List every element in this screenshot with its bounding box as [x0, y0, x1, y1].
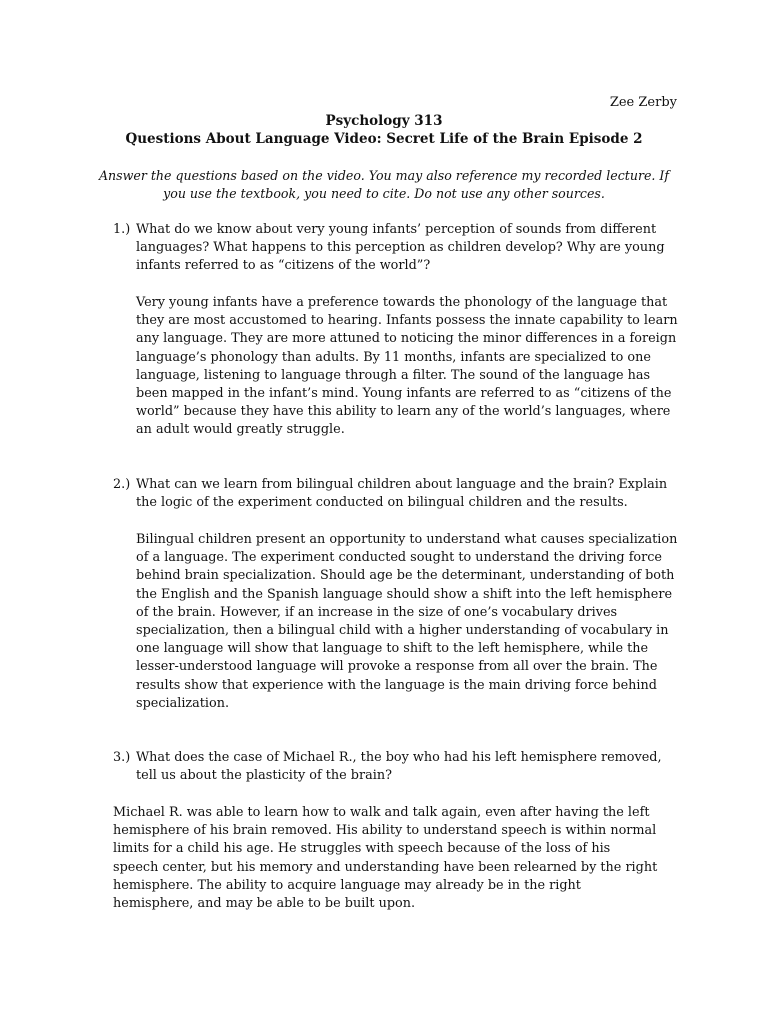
question-2-number: 2.) — [113, 477, 131, 492]
instructions-text: Answer the questions based on the video. You may also reference my recorded lecture. If you use the textbook, you need to cite. Do not use any other sources. — [98, 168, 670, 201]
author-name: Zee Zerby — [609, 95, 677, 110]
answer-3-text: Michael R. was able to learn how to walk and talk again, even after having the left hemisphere of his brain removed. His ability to understand speech is within normal limits for a child his age. He struggles with speech because of the loss of his speech center, but his memory and understanding have been relearned by the right hemisphere. The ability to acquire language may already be in the right hemisphere, and may be able to be built upon. — [113, 805, 658, 912]
answer-2-text: Bilingual children present an opportunity to understand what causes specialization of a language. The experiment conducted sought to understand the driving force behind brain specialization. Should age be the determinant, understanding of both the English and the Spanish language should show a shift into the left hemisphere of the brain. However, if an increase in the size of one’s vocabulary drives specialization, then a bilingual child with a higher understanding of vocabulary in one language will show that language to shift to the left hemisphere, while the lesser-understood language will provoke a response from all over the brain. The results show that experience with the language is the main driving force behind specialization. — [136, 532, 678, 711]
course-title: Psychology 313 — [325, 113, 443, 129]
question-3-number: 3.) — [113, 750, 131, 765]
question-1-text: What do we know about very young infants’ perception of sounds from different languages? What happens to this perception as children develop? Why are young infants referred to as “citizens of the world”? — [136, 222, 665, 274]
assignment-title: Questions About Language Video: Secret Life of the Brain Episode 2 — [125, 131, 643, 147]
question-2-text: What can we learn from bilingual children about language and the brain? Explain the logic of the experiment conducted on bilingual children and the results. — [136, 477, 668, 511]
question-3-text: What does the case of Michael R., the boy who had his left hemisphere removed, tell us about the plasticity of the brain? — [136, 750, 662, 784]
question-1-number: 1.) — [113, 222, 131, 237]
answer-1-text: Very young infants have a preference towards the phonology of the language that they are most accustomed to hearing. Infants possess the innate capability to learn any language. They are more attuned to noticing the minor differences in a foreign language’s phonology than adults. By 11 months, infants are specialized to one language, listening to language through a filter. The sound of the language has been mapped in the infant’s mind. Young infants are referred to as “citizens of the world” because they have this ability to learn any of the world’s languages, where an adult would greatly struggle. — [136, 295, 678, 438]
